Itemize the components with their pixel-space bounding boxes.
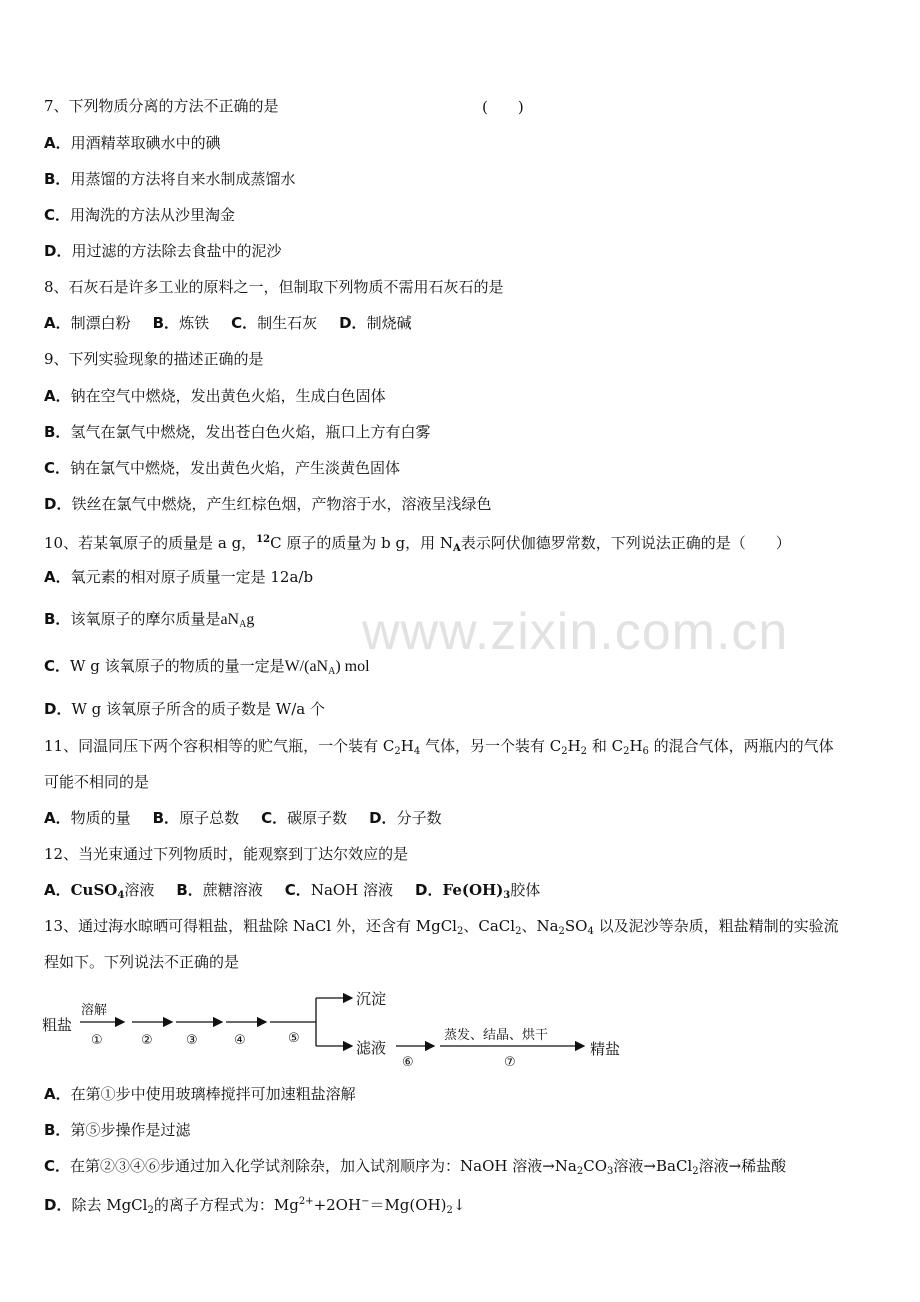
q10-option-d: D．W g 该氧原子所含的质子数是 W/a 个 <box>44 700 325 718</box>
q13-option-b: B．第⑤步操作是过滤 <box>44 1121 191 1139</box>
flow-end-refined-salt: 精盐 <box>590 1040 621 1058</box>
q9-stem: 9、下列实验现象的描述正确的是 <box>44 350 264 368</box>
flow-step7-label: 蒸发、结晶、烘干 <box>444 1028 549 1043</box>
q8-option-d: D．制烧碱 <box>339 314 412 332</box>
q10-option-c-formula: $W/(aN_A)$ mol <box>284 658 370 677</box>
q12-option-b: B．蔗糖溶液 <box>176 881 263 899</box>
q8-option-b: B．炼铁 <box>152 314 210 332</box>
q7-stem: 7、下列物质分离的方法不正确的是 <box>44 97 279 115</box>
q9-option-d: D．铁丝在氯气中燃烧，产生红棕色烟，产物溶于水，溶液呈浅绿色 <box>44 495 492 513</box>
q7-option-d: D．用过滤的方法除去食盐中的泥沙 <box>44 242 282 260</box>
flow-step-5: ⑤ <box>288 1031 300 1046</box>
q12-options <box>44 880 562 906</box>
q12-option-c: C．NaOH 溶液 <box>284 881 394 899</box>
q9-option-a: A．钠在空气中燃烧，发出黄色火焰，生成白色固体 <box>44 387 386 405</box>
q11-option-a: A．物质的量 <box>44 809 131 827</box>
flow-filtrate: 滤液 <box>356 1039 387 1057</box>
q8-options <box>44 313 434 333</box>
q11-option-b: B．原子总数 <box>152 809 240 827</box>
q11-option-c: C．碳原子数 <box>261 809 348 827</box>
q13-option-a: A．在第①步中使用玻璃棒搅拌可加速粗盐溶解 <box>44 1085 356 1103</box>
flow-step-3: ③ <box>186 1033 198 1048</box>
q8-stem: 8、石灰石是许多工业的原料之一，但制取下列物质不需用石灰石的是 <box>44 278 504 296</box>
flow-step-4: ④ <box>234 1033 246 1048</box>
q8-option-c: C．制生石灰 <box>231 314 318 332</box>
q13-option-c: C．在第②③④⑥步通过加入化学试剂除杂，加入试剂顺序为：NaOH 溶液$\to Na_2CO_3$溶液→BaCl$_2$溶液→稀盐酸 <box>44 1157 787 1177</box>
flow-step-1: ① <box>91 1033 103 1048</box>
flow-step-6: ⑥ <box>402 1055 414 1066</box>
q7-answer-paren: ( ) <box>482 98 524 116</box>
q11-stem-line1: 11、同温同压下两个容积相等的贮气瓶，一个装有 $C_2H_4$ 气体，另一个装有 $C_2H_2$ 和 $C_2H_6$ 的混合气体，两瓶内的气体 <box>44 737 834 757</box>
q11-options <box>44 808 464 828</box>
q9-option-c: C．钠在氯气中燃烧，发出黄色火焰，产生淡黄色固体 <box>44 459 401 477</box>
q10-option-b-formula: $aN_Ag$ <box>220 611 255 630</box>
salt-purification-flowchart <box>36 986 656 1066</box>
flow-step-7: ⑦ <box>504 1055 516 1066</box>
q11-stem-line2: 可能不相同的是 <box>44 773 150 791</box>
q12-option-a: A．CuSO$_4$溶液 <box>44 881 155 901</box>
q13-stem-line2: 程如下。下列说法不正确的是 <box>44 953 240 971</box>
q10-option-a: A．氧元素的相对原子质量一定是 12a/b <box>44 568 314 586</box>
flow-start-crude-salt: 粗盐 <box>42 1016 73 1034</box>
q10-option-c: C．W g 该氧原子的物质的量一定是$W/(aN_A)$ mol <box>44 657 370 677</box>
q7-option-a: A．用酒精萃取碘水中的碘 <box>44 134 221 152</box>
q7-option-b: B．用蒸馏的方法将自来水制成蒸馏水 <box>44 170 296 188</box>
q9-option-b: B．氢气在氯气中燃烧，发出苍白色火焰，瓶口上方有白雾 <box>44 423 431 441</box>
q11-option-d: D．分子数 <box>369 809 442 827</box>
flow-precipitate: 沉淀 <box>356 990 387 1008</box>
q12-stem: 12、当光束通过下列物质时，能观察到丁达尔效应的是 <box>44 845 409 863</box>
q10-option-b: B．该氧原子的摩尔质量是$aN_Ag$ <box>44 610 255 630</box>
q10-stem: 10、若某氧原子的质量是 a g，$^{12}$C 原子的质量为 b g，用 $N_A$表示阿伏伽德罗常数，下列说法正确的是（ ） <box>44 534 791 554</box>
q7-option-c: C．用淘洗的方法从沙里淘金 <box>44 206 236 224</box>
q13-stem-line1: 13、通过海水晾晒可得粗盐，粗盐除 NaCl 外，还含有 MgCl$_2$、CaCl$_2$、$Na_2SO_4$ 以及泥沙等杂质，粗盐精制的实验流 <box>44 917 839 937</box>
q13-option-d: D．除去 MgCl$_2$的离子方程式为：$Mg^{2+}+2OH^-=Mg(OH)_2↓$ <box>44 1196 466 1216</box>
flow-step1-label: 溶解 <box>81 1003 108 1018</box>
flow-step-2: ② <box>141 1033 153 1048</box>
q12-option-d: D．$Fe(OH)_3$胶体 <box>415 881 541 901</box>
watermark: www.zixin.com.cn <box>362 603 789 661</box>
q8-option-a: A．制漂白粉 <box>44 314 131 332</box>
